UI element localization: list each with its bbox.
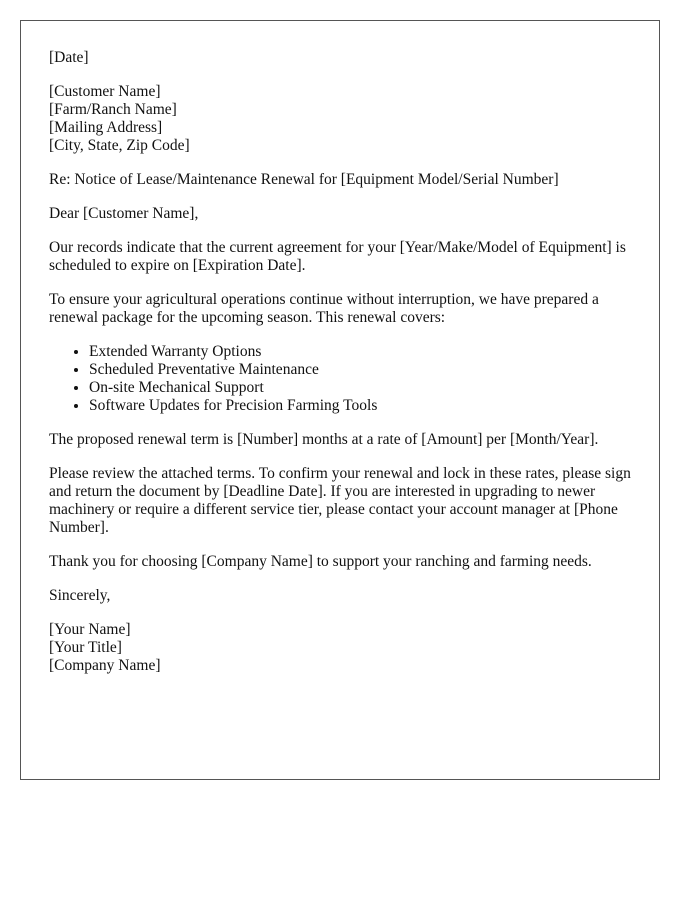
signature-block <box>49 621 639 675</box>
recipient-address <box>49 83 639 155</box>
address-line: [City, State, Zip Code] <box>49 137 190 154</box>
coverage-list <box>49 343 639 415</box>
signature-line: [Company Name] <box>49 657 161 674</box>
paragraph-term: The proposed renewal term is [Number] months at a rate of [Amount] per [Month/Year]. <box>49 431 599 448</box>
address-line: [Customer Name] <box>49 83 161 100</box>
list-item: • Software Updates for Precision Farming Tools <box>89 397 639 415</box>
signature-line: [Your Title] <box>49 639 122 656</box>
address-line: [Mailing Address] <box>49 119 163 136</box>
paragraph-agreement: Our records indicate that the current agreement for your [Year/Make/Model of Equipment] is scheduled to expire on [Expiration Date]. <box>49 239 626 274</box>
letter-body <box>49 49 639 675</box>
list-item: • Extended Warranty Options <box>89 343 639 361</box>
paragraph-renewal-package: To ensure your agricultural operations continue without interruption, we have prepared a renewal package for the upcoming season. This renewal covers: <box>49 291 599 326</box>
subject-line: Re: Notice of Lease/Maintenance Renewal for [Equipment Model/Serial Number] <box>49 171 559 188</box>
paragraph-instructions: Please review the attached terms. To confirm your renewal and lock in these rates, please sign and return the document by [Deadline Date]. If you are interested in upgrading to newer machinery or require a different service tier, please contact your account manager at [Phone Number]. <box>49 465 631 536</box>
list-item: • Scheduled Preventative Maintenance <box>89 361 639 379</box>
letter-date: [Date] <box>49 49 89 66</box>
letter-page <box>20 20 660 780</box>
list-item: • On-site Mechanical Support <box>89 379 639 397</box>
address-line: [Farm/Ranch Name] <box>49 101 177 118</box>
salutation: Dear [Customer Name], <box>49 205 199 222</box>
paragraph-thanks: Thank you for choosing [Company Name] to support your ranching and farming needs. <box>49 553 592 570</box>
closing: Sincerely, <box>49 587 111 604</box>
signature-line: [Your Name] <box>49 621 131 638</box>
